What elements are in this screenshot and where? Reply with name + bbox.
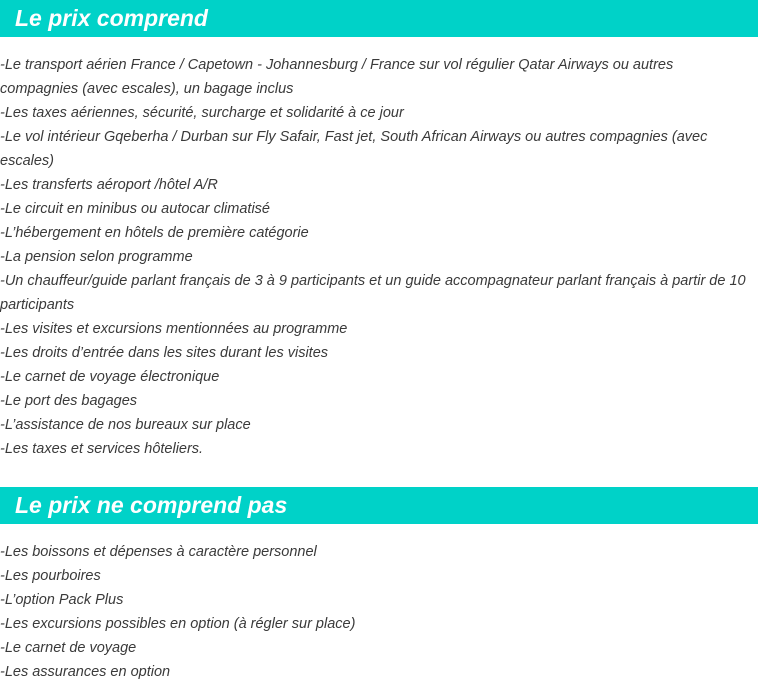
section-heading-included: Le prix comprend — [0, 0, 758, 37]
list-item: -Le carnet de voyage — [0, 640, 137, 656]
list-item: -La pension selon programme — [0, 249, 193, 265]
list-item: -Les taxes et services hôteliers. — [0, 441, 204, 457]
section-price-includes — [0, 0, 758, 37]
section-price-excludes — [0, 487, 758, 524]
list-item: -L’assistance de nos bureaux sur place — [0, 417, 251, 433]
list-item: -Les droits d’entrée dans les sites durant les visites — [0, 345, 329, 361]
section-heading-excluded: Le prix ne comprend pas — [0, 487, 758, 524]
list-item: -Un chauffeur/guide parlant français de 3 à 9 participants et un guide accompagnateur parlant français à partir de 10 participants — [0, 273, 746, 313]
list-item: -Le vol intérieur Gqeberha / Durban sur Fly Safair, Fast jet, South African Airways ou autres compagnies (avec escales) — [0, 129, 708, 169]
list-item: -Les visites et excursions mentionnées au programme — [0, 321, 348, 337]
list-item: -Les boissons et dépenses à caractère personnel — [0, 544, 317, 560]
list-item: -Le carnet de voyage électronique — [0, 369, 220, 385]
list-item: -Le circuit en minibus ou autocar climatisé — [0, 201, 270, 217]
list-item: -Les excursions possibles en option (à régler sur place) — [0, 616, 356, 632]
list-item: -Le transport aérien France / Capetown - Johannesburg / France sur vol régulier Qatar Airways ou autres compagnies (avec escales), un bagage inclus — [0, 57, 674, 97]
list-item: -L’option Pack Plus — [0, 592, 124, 608]
list-item: -L’hébergement en hôtels de première catégorie — [0, 225, 309, 241]
list-item: -Les pourboires — [0, 568, 101, 584]
excluded-list — [0, 540, 752, 684]
list-item: -Les transferts aéroport /hôtel A/R — [0, 177, 218, 193]
included-list — [0, 53, 752, 461]
list-item: -Les taxes aériennes, sécurité, surcharge et solidarité à ce jour — [0, 105, 404, 121]
list-item: -Les assurances en option — [0, 664, 171, 680]
list-item: -Le port des bagages — [0, 393, 138, 409]
